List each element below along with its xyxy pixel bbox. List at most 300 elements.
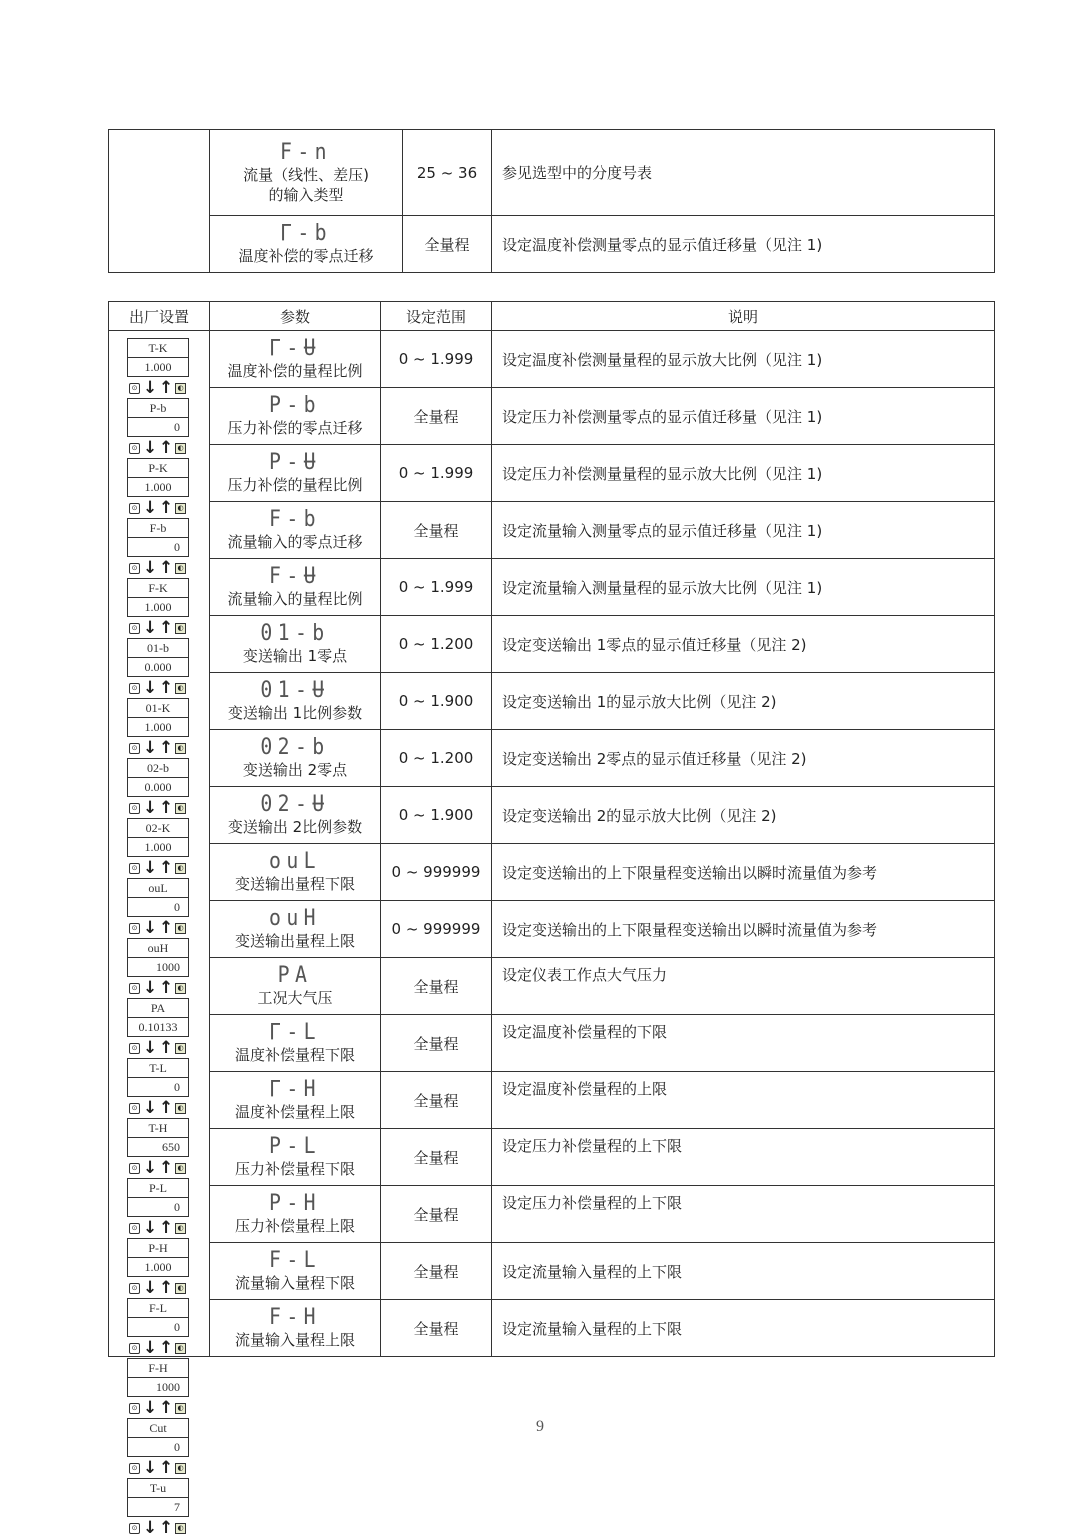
param-name: 压力补偿量程下限	[234, 1160, 355, 1178]
setting-value: 1.000	[144, 720, 172, 734]
setting-name: Cut	[128, 1419, 188, 1438]
arrow-up-icon: ↑	[159, 1038, 174, 1058]
table-row	[109, 216, 995, 273]
param-cell	[210, 445, 381, 502]
setting-value: 0.000	[144, 780, 172, 794]
lcd-code: Γ-L	[269, 1020, 321, 1045]
arrow-up-icon: ↑	[159, 798, 174, 818]
setting-value: 0	[174, 900, 180, 914]
setting-value: 1000	[156, 1380, 180, 1394]
table-row	[109, 844, 995, 901]
desc-cell: 设定变送输出 1零点的显示值迁移量（见注 2)	[492, 616, 995, 673]
shift-key-icon: ◐	[175, 863, 186, 874]
arrow-down-icon: ↓	[143, 1518, 158, 1538]
lcd-box	[127, 1418, 189, 1457]
table-header-row	[109, 302, 995, 331]
setting-value: 7	[174, 1500, 180, 1514]
page-number: 9	[536, 1418, 544, 1435]
setting-name: T-u	[128, 1479, 188, 1498]
header-factory: 出厂设置	[109, 302, 210, 331]
desc-cell: 设定温度补偿测量量程的显示放大比例（见注 1)	[492, 331, 995, 388]
lcd-code: Γ-Ʉ	[269, 336, 321, 361]
desc-cell: 设定温度补偿量程的下限	[492, 1015, 995, 1072]
nav-arrows	[127, 1157, 189, 1179]
table-row	[109, 958, 995, 1015]
factory-setting-block	[127, 578, 189, 639]
lcd-code: PA	[277, 963, 313, 988]
set-key-icon: ⊙	[129, 863, 140, 874]
nav-arrows	[127, 1277, 189, 1299]
table-row	[109, 502, 995, 559]
range-cell: 0 ~ 1.999	[381, 559, 492, 616]
nav-arrows	[127, 1517, 189, 1539]
table-row	[109, 1072, 995, 1129]
setting-name: T-H	[128, 1119, 188, 1138]
arrow-down-icon: ↓	[143, 558, 158, 578]
setting-name: P-H	[128, 1239, 188, 1258]
param-name: 温度补偿的量程比例	[227, 362, 363, 380]
desc-cell: 设定流量输入量程的上下限	[492, 1300, 995, 1357]
lcd-code: P-H	[269, 1191, 321, 1216]
param-cell	[210, 331, 381, 388]
param-name: 变送输出量程下限	[234, 875, 355, 893]
nav-arrows	[127, 497, 189, 519]
setting-name: ouL	[128, 879, 188, 898]
range-cell: 0 ~ 1.900	[381, 787, 492, 844]
arrow-down-icon: ↓	[143, 1398, 158, 1418]
table-row	[109, 1186, 995, 1243]
lcd-code: 02-b	[260, 735, 330, 760]
shift-key-icon: ◐	[175, 1043, 186, 1054]
lcd-code: P-Ʉ	[269, 450, 321, 475]
factory-setting-block	[127, 818, 189, 879]
setting-name: PA	[128, 999, 188, 1018]
lcd-box	[127, 518, 189, 557]
param-cell	[210, 901, 381, 958]
set-key-icon: ⊙	[129, 1103, 140, 1114]
table-row	[109, 1300, 995, 1357]
shift-key-icon: ◐	[175, 1463, 186, 1474]
factory-setting-block	[127, 398, 189, 459]
lcd-box	[127, 1178, 189, 1217]
param-name: 温度补偿的零点迁移	[238, 247, 374, 265]
arrow-down-icon: ↓	[143, 738, 158, 758]
setting-name: P-K	[128, 459, 188, 478]
param-cell	[210, 1243, 381, 1300]
lcd-code: F-L	[269, 1248, 321, 1273]
table-row	[109, 130, 995, 216]
arrow-up-icon: ↑	[159, 1278, 174, 1298]
param-name: 压力补偿的零点迁移	[227, 419, 363, 437]
param-name: 流量输入量程上限	[234, 1331, 355, 1349]
factory-setting-block	[127, 1058, 189, 1119]
param-cell	[210, 216, 403, 273]
range-cell: 全量程	[381, 1243, 492, 1300]
factory-setting-block	[127, 758, 189, 819]
set-key-icon: ⊙	[129, 803, 140, 814]
arrow-up-icon: ↑	[159, 678, 174, 698]
nav-arrows	[127, 377, 189, 399]
table-row	[109, 388, 995, 445]
table-row	[109, 673, 995, 730]
lcd-code: 01-b	[260, 621, 330, 646]
nav-arrows	[127, 1037, 189, 1059]
setting-name: T-L	[128, 1059, 188, 1078]
range-cell: 全量程	[381, 958, 492, 1015]
param-cell	[210, 502, 381, 559]
param-name: 温度补偿量程下限	[234, 1046, 355, 1064]
param-cell	[210, 388, 381, 445]
arrow-up-icon: ↑	[159, 1338, 174, 1358]
factory-setting-block	[127, 1358, 189, 1419]
top-table	[108, 129, 995, 273]
set-key-icon: ⊙	[129, 923, 140, 934]
setting-name: 02-b	[128, 759, 188, 778]
parameter-table	[108, 301, 995, 1357]
factory-setting-block	[127, 1298, 189, 1359]
param-name: 变送输出量程上限	[234, 932, 355, 950]
param-name-line1: 流量（线性、差压)	[243, 165, 369, 184]
desc-cell: 设定压力补偿测量零点的显示值迁移量（见注 1)	[492, 388, 995, 445]
nav-arrows	[127, 677, 189, 699]
factory-setting-block	[127, 1178, 189, 1239]
setting-name: T-K	[128, 339, 188, 358]
arrow-down-icon: ↓	[143, 1218, 158, 1238]
param-cell	[210, 673, 381, 730]
shift-key-icon: ◐	[175, 383, 186, 394]
set-key-icon: ⊙	[129, 383, 140, 394]
range-cell: 全量程	[381, 502, 492, 559]
range-cell: 0 ~ 1.999	[381, 331, 492, 388]
param-name-line2: 的输入类型	[268, 185, 344, 204]
arrow-down-icon: ↓	[143, 1338, 158, 1358]
desc-cell: 设定压力补偿测量量程的显示放大比例（见注 1)	[492, 445, 995, 502]
factory-setting-block	[127, 1418, 189, 1479]
set-key-icon: ⊙	[129, 563, 140, 574]
lcd-code: Γ-H	[269, 1077, 321, 1102]
shift-key-icon: ◐	[175, 1343, 186, 1354]
param-name: 流量输入的量程比例	[227, 590, 363, 608]
nav-arrows	[127, 1097, 189, 1119]
lcd-code: 01-Ʉ	[260, 678, 330, 703]
table-row	[109, 445, 995, 502]
factory-setting-block	[127, 638, 189, 699]
param-name: 压力补偿的量程比例	[227, 476, 363, 494]
param-cell	[210, 130, 403, 216]
set-key-icon: ⊙	[129, 1463, 140, 1474]
param-cell	[210, 1072, 381, 1129]
shift-key-icon: ◐	[175, 1103, 186, 1114]
arrow-up-icon: ↑	[159, 1218, 174, 1238]
nav-arrows	[127, 557, 189, 579]
lcd-code: ouL	[269, 849, 321, 874]
param-cell	[210, 616, 381, 673]
setting-name: 01-K	[128, 699, 188, 718]
nav-arrows	[127, 617, 189, 639]
arrow-up-icon: ↑	[159, 558, 174, 578]
param-name: 流量输入的零点迁移	[227, 533, 363, 551]
param-name: 流量输入量程下限	[234, 1274, 355, 1292]
nav-arrows	[127, 1217, 189, 1239]
lcd-box	[127, 998, 189, 1037]
setting-name: F-b	[128, 519, 188, 538]
table-row	[109, 787, 995, 844]
param-name: 压力补偿量程上限	[234, 1217, 355, 1235]
factory-setting-block	[127, 338, 189, 399]
factory-cell-empty	[109, 130, 210, 273]
arrow-up-icon: ↑	[159, 378, 174, 398]
setting-value: 1.000	[144, 600, 172, 614]
arrow-down-icon: ↓	[143, 498, 158, 518]
range-cell: 0 ~ 1.200	[381, 730, 492, 787]
arrow-down-icon: ↓	[143, 978, 158, 998]
lcd-box	[127, 398, 189, 437]
table-row	[109, 1243, 995, 1300]
factory-setting-block	[127, 518, 189, 579]
table-row	[109, 559, 995, 616]
param-cell	[210, 958, 381, 1015]
desc-cell: 设定变送输出 2零点的显示值迁移量（见注 2)	[492, 730, 995, 787]
setting-value: 1000	[156, 960, 180, 974]
lcd-box	[127, 458, 189, 497]
setting-value: 1.000	[144, 1260, 172, 1274]
param-name: 变送输出 1零点	[242, 647, 348, 665]
set-key-icon: ⊙	[129, 1043, 140, 1054]
arrow-up-icon: ↑	[159, 438, 174, 458]
nav-arrows	[127, 977, 189, 999]
set-key-icon: ⊙	[129, 983, 140, 994]
lcd-box	[127, 878, 189, 917]
range-cell: 0 ~ 1.999	[381, 445, 492, 502]
nav-arrows	[127, 737, 189, 759]
lcd-box	[127, 338, 189, 377]
factory-setting-block	[127, 998, 189, 1059]
lcd-box	[127, 1298, 189, 1337]
table-row	[109, 331, 995, 388]
lcd-code: F-H	[269, 1305, 321, 1330]
setting-name: F-L	[128, 1299, 188, 1318]
arrow-up-icon: ↑	[159, 1398, 174, 1418]
set-key-icon: ⊙	[129, 1283, 140, 1294]
set-key-icon: ⊙	[129, 1223, 140, 1234]
factory-setting-block	[127, 1238, 189, 1299]
arrow-up-icon: ↑	[159, 1098, 174, 1118]
desc-cell: 设定流量输入量程的上下限	[492, 1243, 995, 1300]
desc-cell: 参见选型中的分度号表	[492, 130, 995, 216]
arrow-up-icon: ↑	[159, 1158, 174, 1178]
factory-setting-block	[127, 878, 189, 939]
lcd-code: ouH	[269, 906, 321, 931]
nav-arrows	[127, 437, 189, 459]
lcd-box	[127, 1058, 189, 1097]
factory-setting-block	[127, 1478, 189, 1539]
setting-name: ouH	[128, 939, 188, 958]
arrow-down-icon: ↓	[143, 1158, 158, 1178]
shift-key-icon: ◐	[175, 1283, 186, 1294]
nav-arrows	[127, 1337, 189, 1359]
arrow-down-icon: ↓	[143, 1278, 158, 1298]
param-cell	[210, 1015, 381, 1072]
desc-cell: 设定变送输出 1的显示放大比例（见注 2)	[492, 673, 995, 730]
setting-value: 650	[162, 1140, 180, 1154]
table-row	[109, 1129, 995, 1186]
setting-value: 0	[174, 1440, 180, 1454]
table-row	[109, 730, 995, 787]
lcd-code: Γ-b	[280, 221, 332, 246]
param-name: 变送输出 2比例参数	[227, 818, 363, 836]
arrow-down-icon: ↓	[143, 438, 158, 458]
desc-cell: 设定流量输入测量零点的显示值迁移量（见注 1)	[492, 502, 995, 559]
param-cell	[210, 730, 381, 787]
shift-key-icon: ◐	[175, 923, 186, 934]
setting-value: 0	[174, 540, 180, 554]
set-key-icon: ⊙	[129, 1523, 140, 1534]
setting-name: P-L	[128, 1179, 188, 1198]
setting-value: 0	[174, 1200, 180, 1214]
arrow-down-icon: ↓	[143, 858, 158, 878]
lcd-box	[127, 638, 189, 677]
lcd-box	[127, 1238, 189, 1277]
desc-cell: 设定温度补偿测量零点的显示值迁移量（见注 1)	[492, 216, 995, 273]
arrow-up-icon: ↑	[159, 858, 174, 878]
range-cell: 全量程	[403, 216, 492, 273]
param-cell	[210, 1300, 381, 1357]
shift-key-icon: ◐	[175, 1223, 186, 1234]
desc-cell: 设定变送输出 2的显示放大比例（见注 2)	[492, 787, 995, 844]
arrow-up-icon: ↑	[159, 618, 174, 638]
nav-arrows	[127, 797, 189, 819]
shift-key-icon: ◐	[175, 1403, 186, 1414]
range-cell: 0 ~ 1.200	[381, 616, 492, 673]
lcd-box	[127, 1358, 189, 1397]
lcd-code: 02-Ʉ	[260, 792, 330, 817]
range-cell: 0 ~ 999999	[381, 844, 492, 901]
nav-arrows	[127, 917, 189, 939]
param-name: 温度补偿量程上限	[234, 1103, 355, 1121]
factory-setting-block	[127, 458, 189, 519]
table-row	[109, 616, 995, 673]
range-cell: 全量程	[381, 1300, 492, 1357]
arrow-up-icon: ↑	[159, 498, 174, 518]
arrow-up-icon: ↑	[159, 1518, 174, 1538]
lcd-code: P-b	[269, 393, 321, 418]
setting-value: 0	[174, 1320, 180, 1334]
lcd-code: F-n	[280, 139, 332, 165]
desc-cell: 设定温度补偿量程的上限	[492, 1072, 995, 1129]
set-key-icon: ⊙	[129, 443, 140, 454]
arrow-down-icon: ↓	[143, 1038, 158, 1058]
lcd-box	[127, 1118, 189, 1157]
arrow-down-icon: ↓	[143, 918, 158, 938]
setting-value: 1.000	[144, 360, 172, 374]
arrow-down-icon: ↓	[143, 678, 158, 698]
setting-value: 0	[174, 420, 180, 434]
table-row	[109, 901, 995, 958]
desc-cell: 设定变送输出的上下限量程变送输出以瞬时流量值为参考	[492, 844, 995, 901]
set-key-icon: ⊙	[129, 503, 140, 514]
setting-name: 02-K	[128, 819, 188, 838]
range-cell: 0 ~ 1.900	[381, 673, 492, 730]
setting-name: F-H	[128, 1359, 188, 1378]
shift-key-icon: ◐	[175, 803, 186, 814]
arrow-down-icon: ↓	[143, 1458, 158, 1478]
param-cell	[210, 787, 381, 844]
arrow-up-icon: ↑	[159, 1458, 174, 1478]
range-cell: 全量程	[381, 1129, 492, 1186]
setting-name: P-b	[128, 399, 188, 418]
shift-key-icon: ◐	[175, 623, 186, 634]
factory-setting-block	[127, 938, 189, 999]
param-cell	[210, 559, 381, 616]
setting-value: 1.000	[144, 480, 172, 494]
arrow-up-icon: ↑	[159, 738, 174, 758]
setting-value: 0.10133	[138, 1020, 178, 1034]
nav-arrows	[127, 1397, 189, 1419]
setting-value: 0.000	[144, 660, 172, 674]
arrow-down-icon: ↓	[143, 618, 158, 638]
set-key-icon: ⊙	[129, 683, 140, 694]
param-name: 变送输出 2零点	[242, 761, 348, 779]
param-name: 工况大气压	[257, 989, 333, 1007]
range-cell: 全量程	[381, 1015, 492, 1072]
desc-cell: 设定流量输入测量量程的显示放大比例（见注 1)	[492, 559, 995, 616]
shift-key-icon: ◐	[175, 503, 186, 514]
set-key-icon: ⊙	[129, 1403, 140, 1414]
set-key-icon: ⊙	[129, 623, 140, 634]
lcd-box	[127, 818, 189, 857]
nav-arrows	[127, 1457, 189, 1479]
set-key-icon: ⊙	[129, 743, 140, 754]
lcd-box	[127, 698, 189, 737]
setting-name: 01-b	[128, 639, 188, 658]
factory-settings-column	[108, 331, 209, 1538]
setting-name: F-K	[128, 579, 188, 598]
factory-setting-block	[127, 698, 189, 759]
factory-setting-block	[127, 1118, 189, 1179]
desc-cell: 设定变送输出的上下限量程变送输出以瞬时流量值为参考	[492, 901, 995, 958]
range-cell: 0 ~ 999999	[381, 901, 492, 958]
header-param: 参数	[210, 302, 381, 331]
header-range: 设定范围	[381, 302, 492, 331]
param-cell	[210, 1186, 381, 1243]
range-cell: 全量程	[381, 1072, 492, 1129]
shift-key-icon: ◐	[175, 683, 186, 694]
shift-key-icon: ◐	[175, 743, 186, 754]
desc-cell: 设定压力补偿量程的上下限	[492, 1186, 995, 1243]
lcd-code: P-L	[269, 1134, 321, 1159]
arrow-down-icon: ↓	[143, 378, 158, 398]
header-desc: 说明	[492, 302, 995, 331]
range-cell: 全量程	[381, 1186, 492, 1243]
range-cell: 25 ~ 36	[403, 130, 492, 216]
lcd-box	[127, 938, 189, 977]
lcd-box	[127, 578, 189, 617]
shift-key-icon: ◐	[175, 1523, 186, 1534]
lcd-code: F-Ʉ	[269, 564, 321, 589]
param-name: 变送输出 1比例参数	[227, 704, 363, 722]
setting-value: 1.000	[144, 840, 172, 854]
param-cell	[210, 844, 381, 901]
param-cell	[210, 1129, 381, 1186]
setting-value: 0	[174, 1080, 180, 1094]
set-key-icon: ⊙	[129, 1163, 140, 1174]
lcd-box	[127, 758, 189, 797]
arrow-up-icon: ↑	[159, 918, 174, 938]
shift-key-icon: ◐	[175, 983, 186, 994]
arrow-down-icon: ↓	[143, 798, 158, 818]
nav-arrows	[127, 857, 189, 879]
table-row	[109, 1015, 995, 1072]
